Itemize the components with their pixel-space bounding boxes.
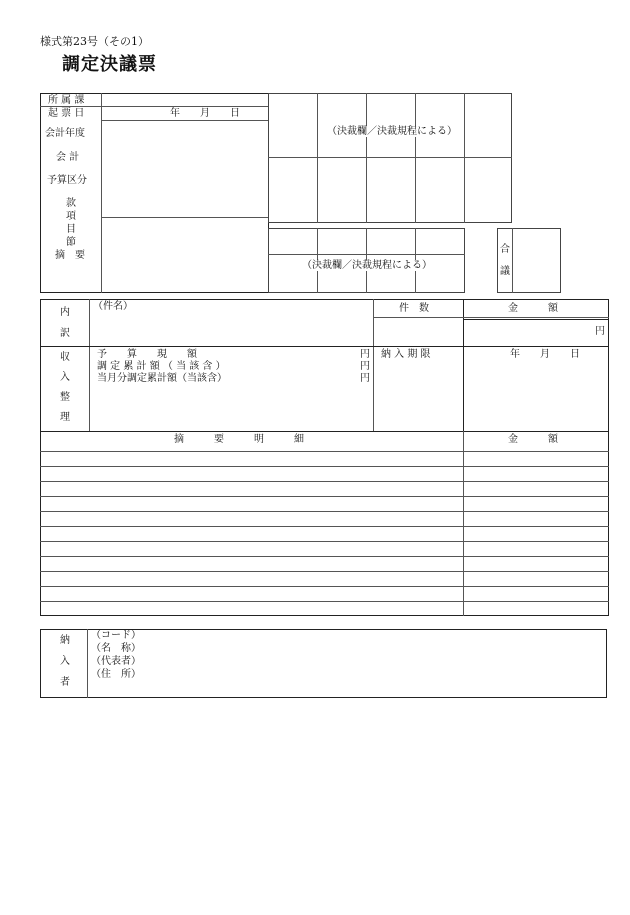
breakdown-row[interactable] — [40, 601, 609, 602]
consult-label-2: 議 — [500, 266, 510, 277]
deadline-date[interactable]: 年 月 日 — [510, 349, 580, 360]
issue-date-value[interactable]: 年 月 日 — [170, 108, 240, 119]
breakdown-row[interactable] — [40, 586, 609, 587]
kou-label: 項 — [66, 211, 76, 222]
yen-unit-2: 円 — [360, 361, 370, 372]
breakdown-header: 摘 要 明 細 — [174, 434, 304, 445]
fiscal-year-label: 会計年度 — [45, 128, 85, 139]
payer-label-2: 入 — [60, 656, 70, 667]
breakdown-row[interactable] — [40, 451, 609, 452]
payer-name-label: （名 称） — [91, 643, 141, 654]
yen-unit-1: 円 — [360, 349, 370, 360]
detail-label-2: 訳 — [60, 328, 70, 339]
breakdown-row[interactable] — [40, 556, 609, 557]
page-title: 調定決議票 — [62, 54, 157, 75]
account-label: 会 計 — [56, 152, 80, 163]
breakdown-table — [40, 431, 609, 616]
dept-label: 所 属 課 — [48, 95, 85, 106]
detail-label-1: 内 — [60, 307, 70, 318]
payer-label-1: 納 — [60, 635, 70, 646]
approval-grid-top — [268, 93, 512, 223]
summary-label: 摘 要 — [55, 250, 85, 261]
revenue-label-3: 整 — [60, 392, 70, 403]
cumulative-label: 調 定 累 計 額 （ 当 該 含 ） — [97, 361, 226, 372]
info-block — [40, 93, 269, 293]
yen-unit-3: 円 — [360, 373, 370, 384]
moku-label: 目 — [66, 224, 76, 235]
breakdown-row[interactable] — [40, 541, 609, 542]
breakdown-row[interactable] — [40, 511, 609, 512]
approval-note-top: （決裁欄／決裁規程による） — [327, 126, 457, 137]
revenue-label-2: 入 — [60, 372, 70, 383]
breakdown-row[interactable] — [40, 481, 609, 482]
deadline-label: 納 入 期 限 — [381, 349, 431, 360]
payer-code-label: （コード） — [91, 630, 141, 641]
revenue-label-4: 理 — [60, 412, 70, 423]
amount-yen-unit: 円 — [595, 326, 605, 337]
breakdown-row[interactable] — [40, 571, 609, 572]
payer-rep-label: （代表者） — [91, 656, 141, 667]
budget-class-label: 予算区分 — [47, 175, 87, 186]
amount-header: 金 額 — [508, 303, 558, 314]
breakdown-amount-header: 金 額 — [508, 434, 558, 445]
budget-amount-label: 予 算 現 額 — [97, 349, 197, 360]
item-name-label: （件名） — [93, 301, 133, 312]
breakdown-row[interactable] — [40, 496, 609, 497]
setsu-label: 節 — [66, 237, 76, 248]
consultation-box — [497, 228, 561, 293]
monthly-cumulative-label: 当月分調定累計額（当該含） — [97, 373, 227, 384]
count-header: 件 数 — [399, 303, 429, 314]
payer-label-3: 者 — [60, 677, 70, 688]
form-number: 様式第23号（その1） — [40, 35, 149, 48]
breakdown-row[interactable] — [40, 466, 609, 467]
kan-label: 款 — [66, 198, 76, 209]
consult-label-1: 合 — [500, 244, 510, 255]
breakdown-row[interactable] — [40, 526, 609, 527]
revenue-label-1: 収 — [60, 352, 70, 363]
approval-note-bottom: （決裁欄／決裁規程による） — [302, 260, 432, 271]
payer-address-label: （住 所） — [91, 669, 141, 680]
issue-date-label: 起 票 日 — [48, 108, 85, 119]
